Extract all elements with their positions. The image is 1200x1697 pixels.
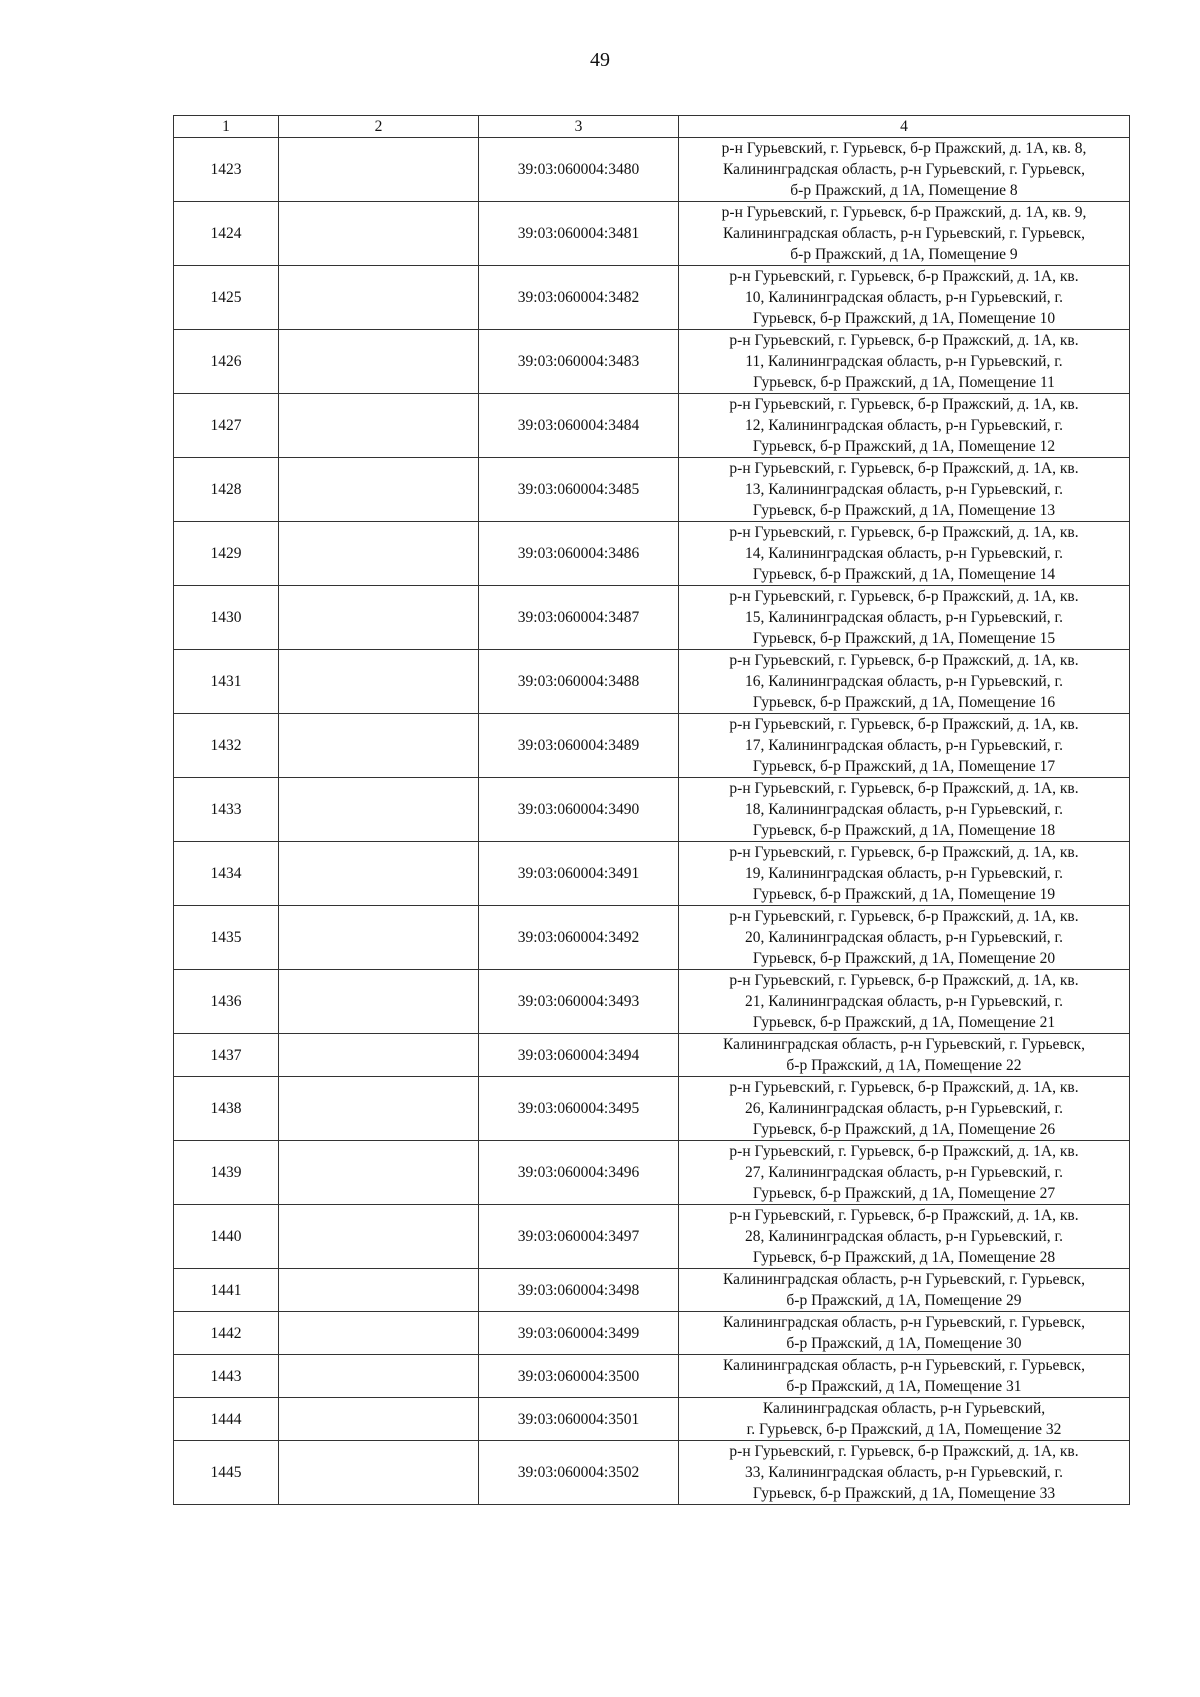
address-cell xyxy=(679,458,1130,522)
address-cell xyxy=(679,714,1130,778)
address-line: Гурьевск, б-р Пражский, д 1А, Помещение 20 xyxy=(752,950,1056,967)
table-row xyxy=(174,1269,1130,1312)
column-header-3: 3 xyxy=(479,116,679,138)
address-line: р-н Гурьевский, г. Гурьевск, б-р Пражский, д. 1А, кв. xyxy=(729,1207,1079,1224)
address-line: р-н Гурьевский, г. Гурьевск, б-р Пражский, д. 1А, кв. xyxy=(729,1443,1079,1460)
empty-cell xyxy=(279,1441,479,1505)
address-cell xyxy=(679,330,1130,394)
cadastral-number-cell: 39:03:060004:3502 xyxy=(479,1441,679,1505)
table-row xyxy=(174,1441,1130,1505)
address-line: Гурьевск, б-р Пражский, д 1А, Помещение 19 xyxy=(752,886,1056,903)
cadastral-number-cell: 39:03:060004:3485 xyxy=(479,458,679,522)
empty-cell xyxy=(279,1141,479,1205)
address-line: Гурьевск, б-р Пражский, д 1А, Помещение 14 xyxy=(752,566,1056,583)
empty-cell xyxy=(279,1034,479,1077)
address-cell xyxy=(679,1141,1130,1205)
cadastral-number-cell: 39:03:060004:3482 xyxy=(479,266,679,330)
address-cell xyxy=(679,650,1130,714)
address-line: 12, Калининградская область, р-н Гурьевский, г. xyxy=(745,417,1063,434)
address-line: 28, Калининградская область, р-н Гурьевский, г. xyxy=(745,1228,1063,1245)
table-header-row xyxy=(174,116,1130,138)
address-line: Калининградская область, р-н Гурьевский, xyxy=(762,1400,1046,1417)
address-cell xyxy=(679,138,1130,202)
address-cell xyxy=(679,778,1130,842)
empty-cell xyxy=(279,1355,479,1398)
table-row xyxy=(174,266,1130,330)
address-line: б-р Пражский, д 1А, Помещение 30 xyxy=(786,1335,1022,1352)
empty-cell xyxy=(279,202,479,266)
cadastral-number-cell: 39:03:060004:3488 xyxy=(479,650,679,714)
row-number-cell: 1437 xyxy=(174,1034,279,1077)
address-cell xyxy=(679,906,1130,970)
empty-cell xyxy=(279,394,479,458)
cadastral-number-cell: 39:03:060004:3493 xyxy=(479,970,679,1034)
empty-cell xyxy=(279,522,479,586)
registry-table xyxy=(173,115,1130,1505)
row-number-cell: 1442 xyxy=(174,1312,279,1355)
address-line: Гурьевск, б-р Пражский, д 1А, Помещение 10 xyxy=(752,310,1056,327)
address-line: Гурьевск, б-р Пражский, д 1А, Помещение 21 xyxy=(752,1014,1056,1031)
empty-cell xyxy=(279,1205,479,1269)
address-line: Гурьевск, б-р Пражский, д 1А, Помещение 11 xyxy=(753,374,1055,391)
cadastral-number-cell: 39:03:060004:3499 xyxy=(479,1312,679,1355)
empty-cell xyxy=(279,650,479,714)
address-cell xyxy=(679,1312,1130,1355)
row-number-cell: 1443 xyxy=(174,1355,279,1398)
empty-cell xyxy=(279,714,479,778)
address-line: Гурьевск, б-р Пражский, д 1А, Помещение 12 xyxy=(752,438,1056,455)
table-row xyxy=(174,458,1130,522)
empty-cell xyxy=(279,330,479,394)
cadastral-number-cell: 39:03:060004:3484 xyxy=(479,394,679,458)
table-row xyxy=(174,1141,1130,1205)
address-line: Калининградская область, р-н Гурьевский, г. Гурьевск, xyxy=(723,1357,1085,1374)
cadastral-number-cell: 39:03:060004:3500 xyxy=(479,1355,679,1398)
empty-cell xyxy=(279,458,479,522)
address-cell xyxy=(679,970,1130,1034)
row-number-cell: 1438 xyxy=(174,1077,279,1141)
row-number-cell: 1435 xyxy=(174,906,279,970)
row-number-cell: 1440 xyxy=(174,1205,279,1269)
cadastral-number-cell: 39:03:060004:3489 xyxy=(479,714,679,778)
address-line: Гурьевск, б-р Пражский, д 1А, Помещение 28 xyxy=(752,1249,1056,1266)
empty-cell xyxy=(279,842,479,906)
table-body xyxy=(174,138,1130,1505)
address-cell xyxy=(679,586,1130,650)
address-line: г. Гурьевск, б-р Пражский, д 1А, Помещение 32 xyxy=(746,1421,1062,1438)
address-cell xyxy=(679,522,1130,586)
empty-cell xyxy=(279,906,479,970)
row-number-cell: 1426 xyxy=(174,330,279,394)
table-row xyxy=(174,778,1130,842)
empty-cell xyxy=(279,1077,479,1141)
address-line: р-н Гурьевский, г. Гурьевск, б-р Пражский, д. 1А, кв. xyxy=(729,396,1079,413)
address-cell xyxy=(679,394,1130,458)
address-line: Гурьевск, б-р Пражский, д 1А, Помещение 15 xyxy=(752,630,1056,647)
address-cell xyxy=(679,1205,1130,1269)
row-number-cell: 1441 xyxy=(174,1269,279,1312)
address-line: р-н Гурьевский, г. Гурьевск, б-р Пражский, д. 1А, кв. xyxy=(729,524,1079,541)
address-line: р-н Гурьевский, г. Гурьевск, б-р Пражский, д. 1А, кв. xyxy=(729,780,1079,797)
address-line: Калининградская область, р-н Гурьевский, г. Гурьевск, xyxy=(723,1036,1085,1053)
address-line: р-н Гурьевский, г. Гурьевск, б-р Пражский, д. 1А, кв. xyxy=(729,1143,1079,1160)
table-row xyxy=(174,714,1130,778)
row-number-cell: 1424 xyxy=(174,202,279,266)
empty-cell xyxy=(279,1312,479,1355)
empty-cell xyxy=(279,1398,479,1441)
address-line: р-н Гурьевский, г. Гурьевск, б-р Пражский, д. 1А, кв. xyxy=(729,716,1079,733)
table-row xyxy=(174,906,1130,970)
address-line: р-н Гурьевский, г. Гурьевск, б-р Пражский, д. 1А, кв. xyxy=(729,332,1079,349)
cadastral-number-cell: 39:03:060004:3498 xyxy=(479,1269,679,1312)
cadastral-number-cell: 39:03:060004:3483 xyxy=(479,330,679,394)
address-line: 27, Калининградская область, р-н Гурьевский, г. xyxy=(745,1164,1063,1181)
row-number-cell: 1439 xyxy=(174,1141,279,1205)
address-line: Гурьевск, б-р Пражский, д 1А, Помещение 33 xyxy=(752,1485,1056,1502)
address-cell xyxy=(679,266,1130,330)
cadastral-number-cell: 39:03:060004:3494 xyxy=(479,1034,679,1077)
row-number-cell: 1427 xyxy=(174,394,279,458)
address-line: р-н Гурьевский, г. Гурьевск, б-р Пражский, д. 1А, кв. 9, xyxy=(721,204,1087,221)
address-line: Калининградская область, р-н Гурьевский, г. Гурьевск, xyxy=(723,1271,1085,1288)
table-row xyxy=(174,202,1130,266)
table-row xyxy=(174,522,1130,586)
table-row xyxy=(174,330,1130,394)
table-row xyxy=(174,1077,1130,1141)
address-line: б-р Пражский, д 1А, Помещение 31 xyxy=(786,1378,1022,1395)
address-cell xyxy=(679,1398,1130,1441)
address-line: р-н Гурьевский, г. Гурьевск, б-р Пражский, д. 1А, кв. xyxy=(729,588,1079,605)
address-line: б-р Пражский, д 1А, Помещение 29 xyxy=(786,1292,1022,1309)
cadastral-number-cell: 39:03:060004:3495 xyxy=(479,1077,679,1141)
row-number-cell: 1423 xyxy=(174,138,279,202)
cadastral-number-cell: 39:03:060004:3487 xyxy=(479,586,679,650)
address-line: Гурьевск, б-р Пражский, д 1А, Помещение 18 xyxy=(752,822,1056,839)
address-line: 18, Калининградская область, р-н Гурьевский, г. xyxy=(745,801,1063,818)
row-number-cell: 1445 xyxy=(174,1441,279,1505)
address-line: 13, Калининградская область, р-н Гурьевский, г. xyxy=(745,481,1063,498)
address-line: Гурьевск, б-р Пражский, д 1А, Помещение 26 xyxy=(752,1121,1056,1138)
empty-cell xyxy=(279,586,479,650)
address-line: р-н Гурьевский, г. Гурьевск, б-р Пражский, д. 1А, кв. xyxy=(729,844,1079,861)
table-row xyxy=(174,138,1130,202)
address-line: 10, Калининградская область, р-н Гурьевский, г. xyxy=(745,289,1063,306)
address-line: 19, Калининградская область, р-н Гурьевский, г. xyxy=(745,865,1063,882)
row-number-cell: 1425 xyxy=(174,266,279,330)
address-line: р-н Гурьевский, г. Гурьевск, б-р Пражский, д. 1А, кв. xyxy=(729,972,1079,989)
table-row xyxy=(174,1205,1130,1269)
address-line: 14, Калининградская область, р-н Гурьевский, г. xyxy=(745,545,1063,562)
address-line: б-р Пражский, д 1А, Помещение 22 xyxy=(786,1057,1022,1074)
address-cell xyxy=(679,1269,1130,1312)
column-header-2: 2 xyxy=(279,116,479,138)
address-line: Гурьевск, б-р Пражский, д 1А, Помещение 16 xyxy=(752,694,1056,711)
cadastral-number-cell: 39:03:060004:3480 xyxy=(479,138,679,202)
row-number-cell: 1434 xyxy=(174,842,279,906)
table-row xyxy=(174,650,1130,714)
column-header-1: 1 xyxy=(174,116,279,138)
address-line: р-н Гурьевский, г. Гурьевск, б-р Пражский, д. 1А, кв. xyxy=(729,460,1079,477)
address-line: 21, Калининградская область, р-н Гурьевский, г. xyxy=(745,993,1063,1010)
empty-cell xyxy=(279,970,479,1034)
row-number-cell: 1428 xyxy=(174,458,279,522)
page-number: 49 xyxy=(590,49,610,71)
address-line: б-р Пражский, д 1А, Помещение 8 xyxy=(790,182,1018,199)
cadastral-number-cell: 39:03:060004:3481 xyxy=(479,202,679,266)
address-line: Калининградская область, р-н Гурьевский, г. Гурьевск, xyxy=(723,225,1085,242)
table-row xyxy=(174,842,1130,906)
row-number-cell: 1433 xyxy=(174,778,279,842)
empty-cell xyxy=(279,778,479,842)
address-line: 15, Калининградская область, р-н Гурьевский, г. xyxy=(745,609,1063,626)
cadastral-number-cell: 39:03:060004:3486 xyxy=(479,522,679,586)
address-line: 17, Калининградская область, р-н Гурьевский, г. xyxy=(745,737,1063,754)
address-cell xyxy=(679,202,1130,266)
address-line: 33, Калининградская область, р-н Гурьевский, г. xyxy=(745,1464,1063,1481)
table-row xyxy=(174,394,1130,458)
row-number-cell: 1444 xyxy=(174,1398,279,1441)
row-number-cell: 1429 xyxy=(174,522,279,586)
address-cell xyxy=(679,1034,1130,1077)
address-line: Гурьевск, б-р Пражский, д 1А, Помещение 17 xyxy=(752,758,1056,775)
cadastral-number-cell: 39:03:060004:3496 xyxy=(479,1141,679,1205)
address-line: Калининградская область, р-н Гурьевский, г. Гурьевск, xyxy=(723,161,1085,178)
table-row xyxy=(174,1034,1130,1077)
cadastral-number-cell: 39:03:060004:3501 xyxy=(479,1398,679,1441)
table-row xyxy=(174,1312,1130,1355)
address-line: б-р Пражский, д 1А, Помещение 9 xyxy=(790,246,1018,263)
row-number-cell: 1432 xyxy=(174,714,279,778)
address-line: р-н Гурьевский, г. Гурьевск, б-р Пражский, д. 1А, кв. 8, xyxy=(721,140,1087,157)
address-cell xyxy=(679,842,1130,906)
address-line: 11, Калининградская область, р-н Гурьевский, г. xyxy=(745,353,1063,370)
cadastral-number-cell: 39:03:060004:3492 xyxy=(479,906,679,970)
row-number-cell: 1431 xyxy=(174,650,279,714)
row-number-cell: 1430 xyxy=(174,586,279,650)
address-line: 26, Калининградская область, р-н Гурьевский, г. xyxy=(745,1100,1063,1117)
cadastral-number-cell: 39:03:060004:3497 xyxy=(479,1205,679,1269)
address-line: р-н Гурьевский, г. Гурьевск, б-р Пражский, д. 1А, кв. xyxy=(729,268,1079,285)
address-line: Гурьевск, б-р Пражский, д 1А, Помещение 27 xyxy=(752,1185,1056,1202)
table-row xyxy=(174,1355,1130,1398)
cadastral-number-cell: 39:03:060004:3491 xyxy=(479,842,679,906)
address-line: р-н Гурьевский, г. Гурьевск, б-р Пражский, д. 1А, кв. xyxy=(729,908,1079,925)
address-line: 20, Калининградская область, р-н Гурьевский, г. xyxy=(745,929,1063,946)
empty-cell xyxy=(279,266,479,330)
address-line: Калининградская область, р-н Гурьевский, г. Гурьевск, xyxy=(723,1314,1085,1331)
cadastral-number-cell: 39:03:060004:3490 xyxy=(479,778,679,842)
column-header-4: 4 xyxy=(679,116,1130,138)
row-number-cell: 1436 xyxy=(174,970,279,1034)
table-row xyxy=(174,970,1130,1034)
address-cell xyxy=(679,1441,1130,1505)
address-line: р-н Гурьевский, г. Гурьевск, б-р Пражский, д. 1А, кв. xyxy=(729,652,1079,669)
empty-cell xyxy=(279,138,479,202)
empty-cell xyxy=(279,1269,479,1312)
table-row xyxy=(174,1398,1130,1441)
address-line: Гурьевск, б-р Пражский, д 1А, Помещение 13 xyxy=(752,502,1056,519)
table-row xyxy=(174,586,1130,650)
address-line: 16, Калининградская область, р-н Гурьевский, г. xyxy=(745,673,1063,690)
address-cell xyxy=(679,1355,1130,1398)
address-line: р-н Гурьевский, г. Гурьевск, б-р Пражский, д. 1А, кв. xyxy=(729,1079,1079,1096)
address-cell xyxy=(679,1077,1130,1141)
